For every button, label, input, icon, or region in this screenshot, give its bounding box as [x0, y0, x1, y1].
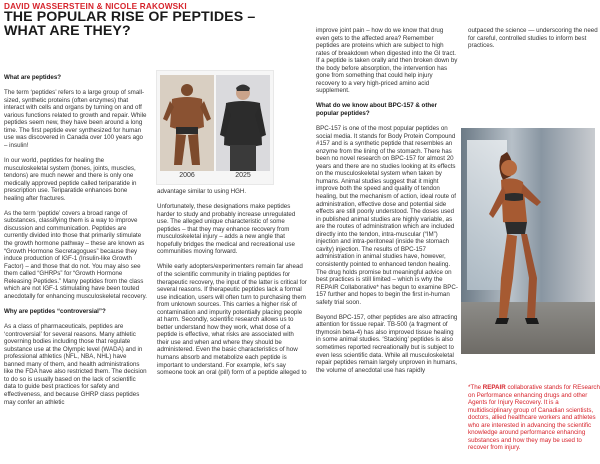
paragraph: outpaced the science — underscoring the need for careful, controlled studies to inform best practices.	[468, 27, 598, 50]
repair-footnote: *The REPAIR collaborative stands for REsearch on Performance enhancing drugs and other Agents for Injury Recovery. It is a multidisciplinary group of Canadian scientists, doctors, allied healthcare workers and athletes who are interested in advancing the scientific knowledge around performance enhancing substances and how they may be used to recover from injury.	[468, 384, 600, 452]
paragraph: advantage similar to using HGH.	[157, 188, 247, 195]
paragraph: While early adopters/experimenters remain far ahead of the scientific community in trialing peptides for therapeutic recovery, the input of the latter is critical for several reasons. If therapeutic peptides lack a formal use indication, users will often turn to purchasing them from unknown sources. This carries a higher risk of contamination and impurity potentially placing people at harm. Secondly, scientific research allows us to better understand how they work, what dose of a peptide is effective, what risks are associated with their use and when and where they should be administered. Even the basic characteristics of how humans absorb and metabolize each peptide is important to understand. For example, let’s say someone took an oral (pill) form of a peptide alleged to	[157, 263, 307, 377]
author-byline: DAVID WASSERSTEIN & NICOLE RAKOWSKI	[4, 2, 187, 11]
photo-2025	[216, 75, 270, 171]
text-column-1	[4, 74, 147, 406]
paragraph: As a class of pharmaceuticals, peptides are ‘controversial’ for several reasons. Many athletic governing bodies including those that regulate substance use at the Olympic level (WADA) and in professional athletics (NFL, NBA, NHL) have banned many of them, and health administrations like the FDA have also restricted them. The decision to do so is usually based on the lack of scientific data to guide best practices for safety and effectiveness, and because GHRP class peptides may confer an athletic	[4, 323, 147, 406]
text-column-2	[157, 188, 307, 377]
photo-2006	[160, 75, 214, 171]
paragraph: The term ‘peptides’ refers to a large group of small-sized, synthetic proteins (often enzymes) that interact with cells and organs by turning on and off various functions related to growth and repair. While peptides seem new, they have been around a long time. The first peptide ever synthesized for human use was discovered in Canada over 100 years ago – insulin!	[4, 89, 147, 149]
text-column-4	[468, 27, 600, 50]
paragraph: Unfortunately, these designations make peptides harder to study and probably increase unregulated use. The alleged unique characteristic of some peptides – that they may enhance recovery from musculoskeletal injury – adds a new angle that hopefully bridges the medical and recreational use communities moving forward.	[157, 203, 296, 256]
article-headline	[4, 10, 304, 38]
headline-line-1: THE POPULAR RISE OF PEPTIDES –	[4, 9, 256, 25]
repair-acronym: REPAIR	[482, 384, 506, 391]
text-column-3	[316, 27, 458, 374]
section-heading-what-are-peptides: What are peptides?	[4, 74, 62, 81]
section-heading-bpc157: What do we know about BPC-157 & other popular peptides?	[316, 102, 438, 118]
section-heading-controversial: Why are peptides “controversial”?	[4, 307, 106, 315]
paragraph: improve joint pain – how do we know that drug even gets to the affected area? Remember peptides are proteins which are subject to high rates of breakdown when digested into the GI tract. If a peptide is taken orally and then broken down by the body before absorption, the intervention has gone from something that could help injury recovery to a very high-priced amino acid supplement.	[316, 27, 458, 95]
photo-caption-year: 2006	[179, 172, 195, 179]
paragraph: In our world, peptides for healing the musculoskeletal system (bones, joints, muscles, tendons) are much newer and there is only one medically approved peptide called teriparatide in prescription use. Teriparatide enhances bone healing after fractures.	[4, 157, 137, 202]
paragraph: As the term ‘peptide’ covers a broad range of substances, classifying them is a way to improve discussion and communication. Peptides are currently divided into those that primarily stimulate the growth hormone pathway – these are known as “Growth Hormone Secretagogues” because they induce production of IGF-1 (Insulin-like Growth Factor) – and those that do not. You may also see them called “GHRPs” for “Growth Hormone Releasing Peptides.” Many peptides from the class which are not IGF-1 stimulating have been touted anecdotally for enhancing musculoskeletal recovery.	[4, 209, 147, 300]
headline-line-2: WHAT ARE THEY?	[4, 23, 131, 39]
athlete-photo	[461, 128, 595, 354]
before-after-photo	[156, 70, 274, 185]
paragraph: Beyond BPC-157, other peptides are also attracting attention for tissue repair. TB-500 (a fragment of thymosin beta-4) has also improved tissue healing in some animal studies. ‘Stacking’ peptides is also sometimes reported recreationally but is subject to even less scientific data. While all musculoskeletal repair peptides remain largely unproven in humans, the volume of anecdotal use has rapidly	[316, 313, 458, 374]
photo-caption-year: 2025	[235, 172, 251, 179]
paragraph: BPC-157 is one of the most popular peptides on social media. It stands for Body Protein Compound #157 and is a synthetic peptide that resembles an enzyme from the lining of the stomach. There has been no novel research on BPC-157 for almost 20 years and there are no studies looking at its effects on the musculoskeletal system when taken by humans. Animal studies suggest that it might improve both the speed and quality of tendon healing, but the mechanism of action, ideal route of administration, effective dose and potential side effects are still poorly understood. The doses used in published animal studies are highly variable, as are the routes of administration which are included directly into the tendon, intra-muscular (“IM”) injection and intra-peritoneal (inside the stomach cavity) injection. The results of BPC-157 administration in animal studies have, however, consistently pointed to enhanced tendon healing. The drug holds promise but meaningful advice on best practices is still limited – which is why the REPAIR Collaborative* has begun to examine BPC-157 further and hopes to begin the first in-human safety trial soon.	[316, 125, 458, 306]
